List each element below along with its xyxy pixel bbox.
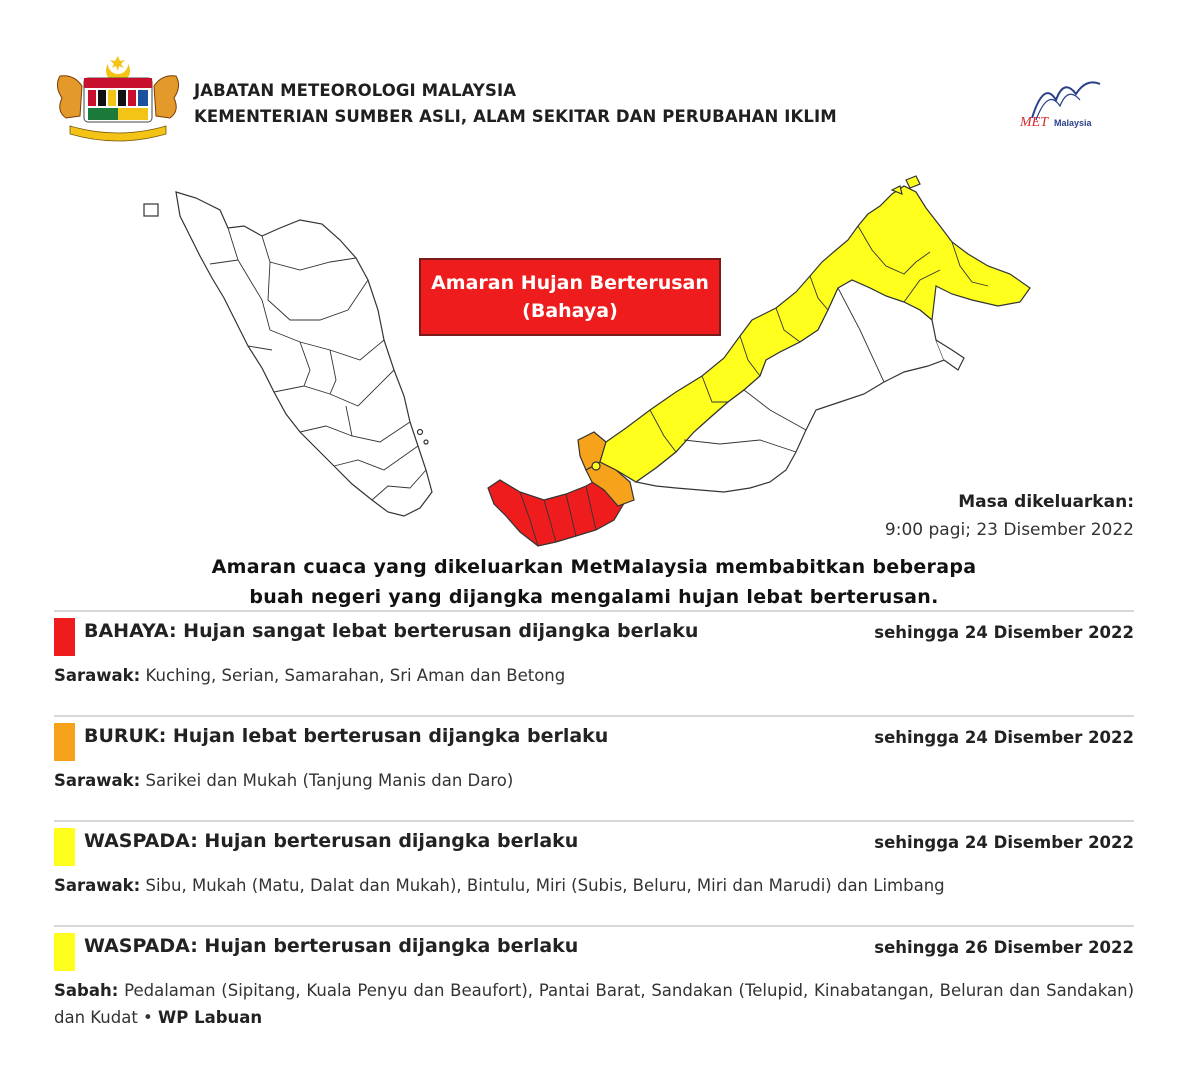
warning-areas <box>54 662 1134 689</box>
warning-area-list: Kuching, Serian, Samarahan, Sri Aman dan Betong <box>145 666 566 685</box>
divider <box>54 925 1134 927</box>
warning-areas <box>54 872 1134 899</box>
warning-title-line1: Amaran Hujan Berterusan <box>431 272 709 294</box>
warning-areas <box>54 767 1134 794</box>
warning-title: WASPADA: Hujan berterusan dijangka berlaku <box>84 830 579 852</box>
metmalaysia-logo-icon <box>1002 70 1132 130</box>
warning-title: WASPADA: Hujan berterusan dijangka berlaku <box>84 935 579 957</box>
warning-area-list: Sibu, Mukah (Matu, Dalat dan Mukah), Bintulu, Miri (Subis, Beluru, Miri dan Marudi) dan Limbang <box>145 876 945 895</box>
warning-until: sehingga 24 Disember 2022 <box>874 728 1134 747</box>
warning-title-line2: (Bahaya) <box>522 300 618 322</box>
caption <box>0 552 1188 612</box>
issued-value: 9:00 pagi; 23 Disember 2022 <box>884 520 1134 540</box>
issued-label: Masa dikeluarkan: <box>958 492 1134 512</box>
divider <box>54 715 1134 717</box>
warning-until: sehingga 26 Disember 2022 <box>874 938 1134 957</box>
divider <box>54 820 1134 822</box>
warning-areas <box>54 977 1134 1031</box>
warning-area-list: Pedalaman (Sipitang, Kuala Penyu dan Beaufort), Pantai Barat, Sandakan (Telupid, Kinabatangan, Beluran dan Sandakan) dan Kudat <box>54 981 1135 1027</box>
caption-line-1: Amaran cuaca yang dikeluarkan MetMalaysia membabitkan beberapa <box>211 556 977 578</box>
malaysia-coat-of-arms-icon <box>52 56 184 144</box>
organization-name <box>194 78 837 130</box>
met-logo-text: MET <box>1020 115 1048 130</box>
warning-state: Sarawak: <box>54 771 141 790</box>
org-line-2: KEMENTERIAN SUMBER ASLI, ALAM SEKITAR DAN PERUBAHAN IKLIM <box>194 107 837 126</box>
warning-area-list: Sarikei dan Mukah (Tanjung Manis dan Daro) <box>145 771 514 790</box>
warning-state: Sarawak: <box>54 876 141 895</box>
caption-line-2: buah negeri yang dijangka mengalami hujan lebat berterusan. <box>249 586 939 608</box>
warning-color-swatch <box>54 933 75 971</box>
issued-time <box>885 492 1134 540</box>
warning-state: Sabah: <box>54 981 119 1000</box>
divider <box>54 610 1134 612</box>
warning-until: sehingga 24 Disember 2022 <box>874 833 1134 852</box>
warning-level-box <box>419 258 721 336</box>
warning-separator: • <box>137 1008 159 1027</box>
warning-state: Sarawak: <box>54 666 141 685</box>
org-line-1: JABATAN METEOROLOGI MALAYSIA <box>194 81 517 100</box>
header <box>52 56 1142 146</box>
warning-extra-region: WP Labuan <box>158 1008 263 1027</box>
malaysia-logo-text: Malaysia <box>1054 118 1092 128</box>
east-malaysia <box>488 176 1030 546</box>
warning-title: BURUK: Hujan lebat berterusan dijangka berlaku <box>84 725 609 747</box>
warning-title: BAHAYA: Hujan sangat lebat berterusan dijangka berlaku <box>84 620 699 642</box>
peninsular-malaysia <box>144 192 432 516</box>
warning-until: sehingga 24 Disember 2022 <box>874 623 1134 642</box>
warning-color-swatch <box>54 828 75 866</box>
warning-color-swatch <box>54 723 75 761</box>
warning-color-swatch <box>54 618 75 656</box>
